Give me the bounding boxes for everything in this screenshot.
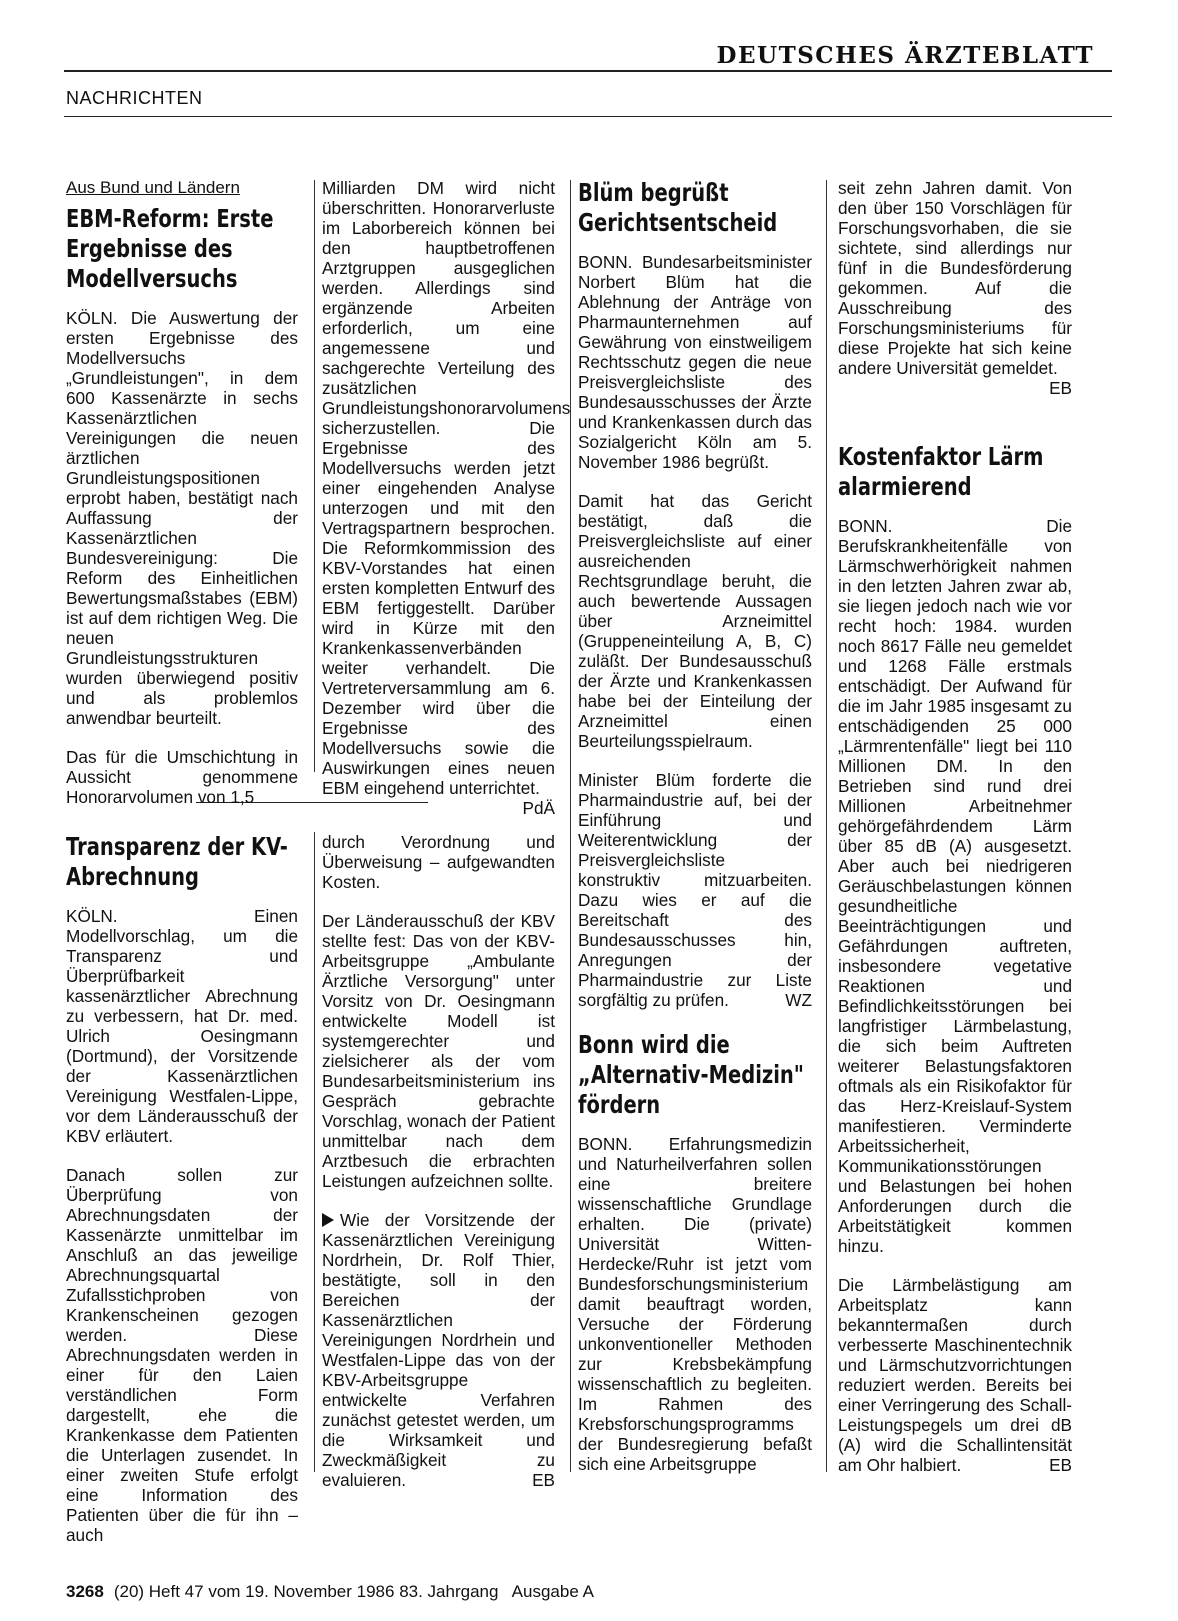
paragraph: Damit hat das Gericht bestätigt, daß die Preisvergleichsliste auf einer ausreichenden Rechtsgrundlage beruht, die auch bewertende Aussagen über Arzneimittel (Gruppeneinteilung A, B, C) zuläßt. Der Bundesausschuß der Ärzte und Krankenkassen habe bei der Einteilung der Arzneimittel einen Beurteilungsspielraum. [578, 491, 812, 751]
column-divider [826, 180, 827, 1472]
headline: Bonn wird die „Alternativ-Medizin" fördern [578, 1030, 804, 1119]
headline: Blüm begrüßt Gerichtsentscheid [578, 178, 778, 237]
column-divider [570, 180, 571, 1472]
paragraph: Milliarden DM wird nicht überschritten. Honorarverluste im Laborbereich können bei den hauptbetroffenen Arztgruppen ausgeglichen werden. Allerdings sind ergänzende Arbeiten erforderlich, um eine angemessene und sachgerechte Verteilung des zusätzlichen Grundleistungshonorarvolumens sicherzustellen. Die Ergebnisse des Modellversuchs werden jetzt einer eingehenden Analyse unterzogen und mit den Vertragspartnern besprochen. Die Reformkommission des KBV-Vorstandes hat einen ersten kompletten Entwurf des EBM fertiggestellt. Darüber wird in Kürze mit den Krankenkassenverbänden weiter verhandelt. Die Vertreterversammlung am 6. Dezember wird über die Ergebnisse des Modellversuchs sowie die Auswirkungen eines neuen EBM eingehend unterrichtet. PdÄ [322, 178, 571, 818]
article-bluem [578, 178, 812, 1010]
article-transparenz [66, 832, 298, 1545]
column-divider [314, 832, 315, 1472]
page-number: 3268 [66, 1582, 104, 1601]
headline: EBM-Reform: Erste Ergebnisse des Modellversuchs [66, 204, 274, 293]
paragraph: BONN. Die Berufskrankheitenfälle von Lärmschwerhörigkeit nahmen in den letzten Jahren zwar ab, sie liegen jedoch nach wie vor recht hoch: 1984. wurden noch 8617 Fälle neu gemeldet und 1268 Fälle erstmals entschädigt. Der Aufwand für die im Jahr 1985 insgesamt zu entschädigenden 25 000 „Lärmrentenfälle" liegt bei 110 Millionen DM. In den Betrieben sind rund drei Millionen Arbeitnehmer gehörgefährdendem Lärm über 85 dB (A) ausgesetzt. Aber auch bei niedrigeren Geräuschbelastungen können gesundheitliche Beeinträchtigungen und Gefährdungen auftreten, insbesondere vegetative Reaktionen und Befindlichkeitsstörungen bei langfristiger Lärmbelastung, die sich beim Auftreten weiterer Belastungsfaktoren oftmals als ein Risikofaktor für das Herz-Kreislauf-System manifestieren. Verminderte Arbeitssicherheit, Kommunikationsstörungen und Belastungen bei hohen Anforderungen durch die Arbeitstätigkeit kommen hinzu. [838, 516, 1072, 1256]
article-alternativ-medizin-continued [838, 178, 1072, 398]
article-ebm-reform-continued [322, 178, 571, 818]
paragraph: durch Verordnung und Überweisung – aufgewandten Kosten. [322, 832, 555, 892]
page-footer [66, 1582, 594, 1602]
author-signature: EB [532, 1470, 555, 1490]
paragraph: Das für die Umschichtung in Aussicht genommene Honorarvolumen von 1,5 [66, 747, 298, 807]
author-signature: EB [1049, 1455, 1072, 1475]
article-transparenz-continued [322, 832, 555, 1490]
paragraph: BONN. Erfahrungsmedizin und Naturheilverfahren sollen eine breitere wissenschaftliche Grundlage erhalten. Die (private) Universität Witten-Herdecke/Ruhr ist jetzt vom Bundesforschungsministerium damit beauftragt worden, Versuche der Förderung unkonventioneller Methoden zur Krebsbekämpfung wissenschaftlich zu begleiten. Im Rahmen des Krebsforschungsprogramms der Bundesregierung befaßt sich eine Arbeitsgruppe [578, 1134, 812, 1474]
author-signature: PdÄ [522, 798, 555, 818]
masthead-rule [64, 70, 1112, 72]
article-alternativ-medizin [578, 1030, 812, 1474]
section-label: NACHRICHTEN [66, 88, 203, 108]
paragraph: Die Lärmbelästigung am Arbeitsplatz kann bekanntermaßen durch verbesserte Maschinentechnik und Lärmschutzvorrichtungen reduziert werden. Bereits bei einer Verringerung des Schall-Leistungspegels um drei dB (A) wird die Schallintensität am Ohr halbiert. EB [838, 1275, 1072, 1475]
section-rule [64, 116, 1112, 117]
paragraph: KÖLN. Einen Modellvorschlag, um die Transparenz und Überprüfbarkeit kassenärztlicher Abrechnung zu verbessern, hat Dr. med. Ulrich Oesingmann (Dortmund), der Vorsitzende der Kassenärztlichen Vereinigung Westfalen-Lippe, vor dem Länderausschuß der KBV erläutert. [66, 906, 298, 1146]
paragraph: Minister Blüm forderte die Pharmaindustrie auf, bei der Einführung und Weiterentwicklung der Preisvergleichsliste konstruktiv mitzuarbeiten. Dazu wies er auf die Bereitschaft des Bundesausschusses hin, Anregungen der Pharmaindustrie zur Liste sorgfältig zu prüfen. WZ [578, 770, 812, 1010]
article-ebm-reform [66, 178, 298, 807]
paragraph: Der Länderausschuß der KBV stellte fest: Das von der KBV-Arbeitsgruppe „Ambulante Ärztliche Versorgung" unter Vorsitz von Dr. Oesingmann entwickelte Modell ist systemgerechter und zielsicherer als der vom Bundesarbeitsministerium ins Gespräch gebrachte Vorschlag, wonach der Patient unmittelbar nach dem Arztbesuch die erbrachten Leistungen aufzeichnen sollte. [322, 911, 555, 1191]
author-signature: EB [1049, 378, 1072, 398]
masthead: DEUTSCHES ÄRZTEBLATT [716, 42, 1094, 69]
kicker: Aus Bund und Ländern [66, 178, 240, 197]
issue-info: (20) Heft 47 vom 19. November 1986 83. Jahrgang Ausgabe A [113, 1582, 594, 1601]
paragraph: Wie der Vorsitzende der Kassenärztlichen Vereinigung Nordrhein, Dr. Rolf Thier, bestätigte, soll in den Bereichen der Kassenärztlichen Vereinigungen Nordrhein und Westfalen-Lippe das von der KBV-Arbeitsgruppe entwickelte Verfahren zunächst getestet werden, um die Wirksamkeit und Zweckmäßigkeit zu evaluieren. EB [322, 1210, 555, 1490]
article-laerm [838, 442, 1072, 1475]
author-signature: WZ [785, 990, 812, 1010]
headline: Transparenz der KV-Abrechnung [66, 832, 288, 891]
paragraph: Danach sollen zur Überprüfung von Abrechnungsdaten der Kassenärzte unmittelbar im Anschluß an das jeweilige Abrechnungsquartal Zufallsstichproben von Krankenscheinen gezogen werden. Diese Abrechnungsdaten werden in einer für den Laien verständlichen Form dargestellt, ehe die Krankenkasse dem Patienten die Unterlagen zusendet. In einer zweiten Stufe erfolgt eine Information des Patienten über die für ihn – auch [66, 1165, 298, 1545]
paragraph: KÖLN. Die Auswertung der ersten Ergebnisse des Modellversuchs „Grundleistungen", in dem 600 Kassenärzte in sechs Kassenärztlichen Vereinigungen die neuen ärztlichen Grundleistungspositionen erprobt haben, bestätigt nach Auffassung der Kassenärztlichen Bundesvereinigung: Die Reform des Einheitlichen Bewertungsmaßstabes (EBM) ist auf dem richtigen Weg. Die neuen Grundleistungsstrukturen wurden überwiegend positiv und als problemlos anwendbar beurteilt. [66, 308, 298, 728]
triangle-bullet-icon [322, 1213, 334, 1227]
column-divider [314, 180, 315, 772]
paragraph: seit zehn Jahren damit. Von den über 150 Vorschlägen für Forschungsvorhaben, die sie sichtete, sind allerdings nur fünf in die Bundesförderung gekommen. Auf die Ausschreibung des Forschungsministeriums für diese Projekte hat sich keine andere Universität gemeldet. EB [838, 178, 1072, 398]
headline: Kostenfaktor Lärm alarmierend [838, 442, 1044, 501]
paragraph: BONN. Bundesarbeitsminister Norbert Blüm hat die Ablehnung der Anträge von Pharmaunternehmen auf Gewährung von einstweiligem Rechtsschutz gegen die neue Preisvergleichsliste des Bundesausschusses der Ärzte und Krankenkassen durch das Sozialgericht Köln am 5. November 1986 begrüßt. [578, 252, 812, 472]
